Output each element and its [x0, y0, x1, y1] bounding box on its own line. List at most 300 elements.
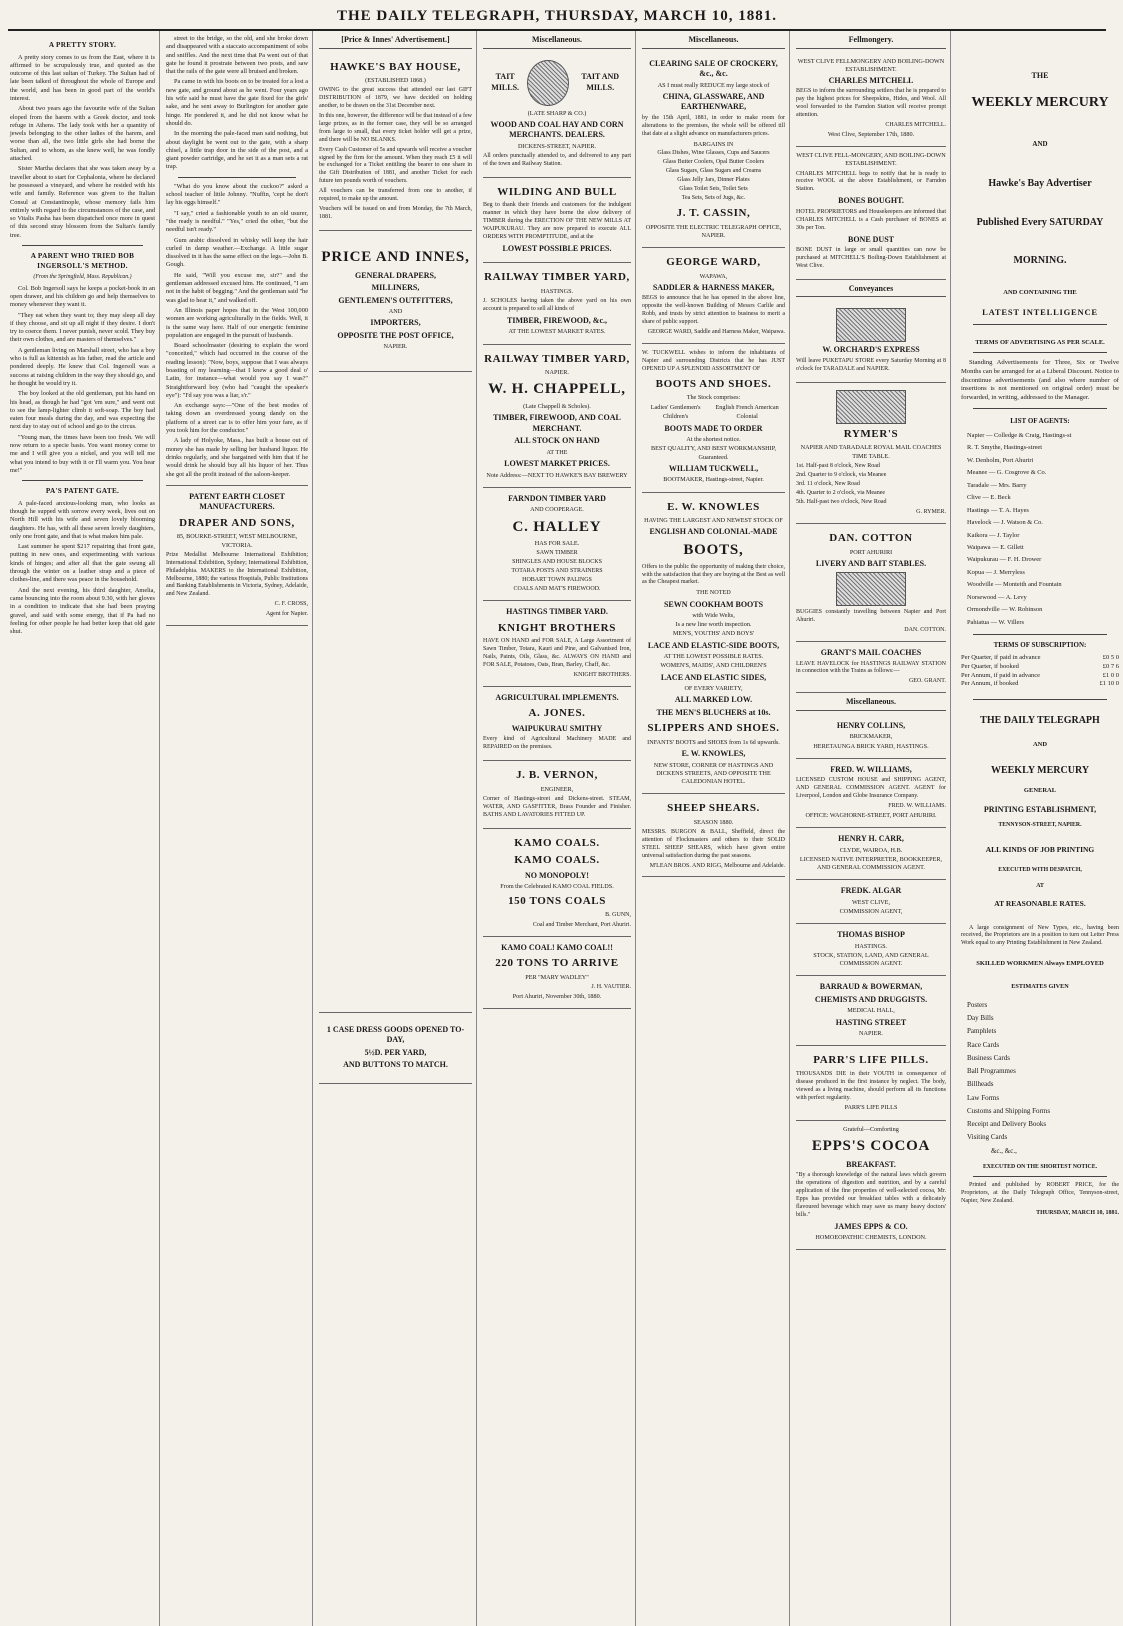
ad-line: 220 TONS TO ARRIVE — [495, 957, 619, 970]
ad-text: OWING to the great success that attended our last GIFT DISTRIBUTION of 1879, we have decided on holding another, to be drawn on the 31st December next. — [319, 87, 472, 110]
ad-title: BONE DUST — [847, 234, 894, 244]
ad-line: LOWEST POSSIBLE PRICES. — [502, 243, 612, 253]
ad-line: BRICKMAKER, — [849, 733, 893, 741]
printing-item: Receipt and Delivery Books — [967, 1120, 1047, 1129]
ad-line: BARGAINS IN — [693, 140, 734, 148]
ad-line: TIMBER, FIREWOOD, AND COAL MERCHANT. — [493, 413, 621, 433]
ad-address: OFFICE: WAGHORNE-STREET, PORT AHURIRI. — [805, 811, 937, 819]
dt-executed: EXECUTED WITH DESPATCH, — [998, 867, 1082, 874]
ad-header-row — [483, 57, 631, 109]
ad-address: HASTING STREET — [835, 1017, 907, 1027]
ad-line: (LATE SHARP & CO.) — [527, 109, 587, 117]
ad-title: PATENT EARTH CLOSET MANUFACTURERS. — [189, 491, 285, 512]
agent-item: Woodville — Monteith and Fountain — [967, 581, 1062, 589]
ad-name: DAN. COTTON — [829, 532, 913, 545]
ad-text: In this one, however, the difference will be that instead of a few large prizes, as in the former case, they will be so arranged from large to small, that every ticket holder will get a prize, and there will be NO BLANKS. — [319, 112, 472, 143]
ad-line: NAPIER. — [859, 1030, 883, 1038]
story-paragraph: And the next evening, his third daughter, Amelia, came bouncing into the room about 9.30, with her gloves in a condition to indicate that she had been praying gravel, and said with some energy, that if Pa had no feeling for other people he had better keep that old gate shut. — [10, 586, 155, 636]
ad-line: HAVING THE LARGEST AND NEWEST STOCK OF — [644, 517, 783, 525]
list-item: 4th. Quarter to 2 o'clock, via Meanee — [796, 489, 886, 496]
dt-skilled: SKILLED WORKMEN Always EMPLOYED — [976, 960, 1104, 968]
ad-line: WAPAWA, — [699, 272, 728, 280]
ad-line: GENTLEMEN'S OUTFITTERS, — [338, 295, 453, 305]
list-item: SHINGLES AND HOUSE BLOCKS — [512, 559, 602, 566]
dt-address: TENNYSON-STREET, NAPIER. — [998, 821, 1082, 828]
ad-thomas-bishop — [796, 924, 946, 976]
ad-line: HASTINGS. — [854, 942, 888, 950]
printing-item: Day Bills — [967, 1014, 994, 1023]
ad-address: CLYDE, WAIROA, H.B. — [839, 846, 903, 854]
ad-parrs-life-pills — [796, 1046, 946, 1120]
list-item: Glass Dishes, Wine Glasses, Cups and Saucers — [657, 150, 770, 157]
subscription-row — [961, 654, 1119, 663]
dt-printing: PRINTING ESTABLISHMENT, — [983, 805, 1097, 815]
list-item: Glass Butter Coolers, Opal Butter Coolers — [662, 159, 765, 166]
ad-line: MILLINERS, — [371, 283, 420, 293]
dt-title: THE DAILY TELEGRAPH — [980, 714, 1100, 726]
story-paragraph: street to the bridge, so the old, and she broke down and disappeared with a staccato accompaniment of sobs and sniffles. And the next time that Pa went out of that gate he found it prostrate between two posts, and saw that the rails of the gate were all bruised and broken. — [166, 35, 308, 76]
ad-grants-mail-coaches — [796, 642, 946, 693]
ad-name: HENRY COLLINS, — [836, 720, 906, 730]
coach-icon — [836, 308, 906, 342]
printing-item: Pamphlets — [967, 1027, 997, 1036]
ad-title: TAIT MILLS. — [491, 72, 520, 92]
masthead: THE DAILY TELEGRAPH, THURSDAY, MARCH 10, 1881. — [8, 6, 1106, 31]
and-label: AND — [1032, 140, 1048, 149]
list-item: 3rd. 11 o'clock, New Road — [796, 480, 860, 487]
list-item: 5th. Half-past two o'clock, New Road — [796, 498, 887, 505]
ad-title: RAILWAY TIMBER YARD, — [484, 271, 630, 284]
column-heading: Miscellaneous. — [483, 35, 631, 49]
story-paragraph: He said, "Will you excuse me, sir?" and the gentleman addressed excused him. He continued, "I am not in the habit of begging." And the gentleman said "he was glad to hear it," and walked off. — [166, 271, 308, 304]
ad-henry-carr — [796, 828, 946, 880]
ad-title: BOOTS AND SHOES. — [655, 377, 772, 390]
sawblade-icon — [527, 60, 569, 106]
subscription-price: £1 0 0 — [1102, 671, 1119, 679]
ad-text: THOUSANDS DIE in their YOUTH in consequence of disease produced in the first instance by neglect. The body, viewed as a living machine, should perform all its functions with perfect regularity. — [796, 1070, 946, 1101]
ad-line: PER "MARY WADLEY" — [525, 973, 589, 981]
subscription-label: Per Quarter, if booked — [961, 663, 1019, 670]
ad-title: CLEARING SALE OF CROCKERY, &c., &c. — [649, 58, 778, 79]
ad-name: W. H. CHAPPELL, — [488, 381, 626, 398]
ad-title: AGRICULTURAL IMPLEMENTS. — [495, 692, 619, 702]
ad-sheep-shears — [642, 794, 785, 877]
list-item: 1st. Half-past 8 o'clock, New Road — [796, 463, 880, 470]
terms-text: Standing Advertisements for Three, Six or Twelve Months can be arranged for at a Liberal Discount. Notice to discontinue advertisements (and also where number of insertions is not mentioned on original order) must be forwarded, in writing, addressed to the Manager. — [961, 359, 1119, 401]
story-paragraph: About two years ago the favourite wife of the Sultan eloped from the harem with a Greek doctor, and took refuge in Athens. The lady took with her a quantity of jewels belonging to the other ladies of the harem, and worse than all, the two little girls she had borne the Sultan, and to whom, as she knew well, he was fondly attached. — [10, 105, 155, 163]
printing-item: Law Forms — [967, 1093, 1000, 1102]
ad-text: W. TUCKWELL wishes to inform the inhabitants of Napier and surrounding Districts that he has JUST OPENED UP A SPLENDID ASSORTMENT OF — [642, 349, 785, 372]
ad-line: 150 TONS COALS — [508, 895, 606, 908]
divider — [973, 408, 1107, 409]
ad-signature: GEO. GRANT. — [908, 678, 946, 685]
hawkes-bay-advertiser: Hawke's Bay Advertiser — [988, 178, 1092, 190]
list-item: Glass Jelly Jars, Dinner Plates — [677, 177, 750, 184]
dt-date: THURSDAY, MARCH 10, 1881. — [1036, 1210, 1119, 1217]
story-paragraph: Sister Martha declares that she was taken away by a traveller about to start for Cephalonia, where he declared he possessed a vineyard, and where he resided with his wife and family. Reference was given to the Italian Consul at Constantinople, whose memory fails him entirely with regard to the circumstances of the case, and so Vitalis Pasha has been dispatched once more in quest of this second stray blossom from the Sultan's family tree. — [10, 165, 155, 239]
ad-line: STOCK, STATION, LAND, AND GENERAL COMMISSION AGENT. — [813, 951, 929, 968]
ad-text: "By a thorough knowledge of the natural laws which govern the operations of digestion and nutrition, and by a careful application of the fine properties of well-selected cocoa, Mr. Epps has provided our breakfast tables with a delicately flavoured beverage which may save us many heavy doctors' bills." — [796, 1172, 946, 1218]
ad-line: LACE AND ELASTIC-SIDE BOOTS, — [647, 640, 780, 650]
ad-signature: FRED. W. WILLIAMS. — [888, 803, 946, 810]
ad-line: English French American Colonial — [715, 404, 779, 420]
ad-line: NAPIER. — [383, 343, 408, 351]
ad-orchard-express — [796, 301, 946, 382]
ad-signature: J. H. VAUTIER. — [591, 983, 631, 990]
agents-title: LIST OF AGENTS: — [1010, 416, 1070, 425]
ad-line: TIME TABLE. — [852, 453, 890, 461]
the-label: THE — [1031, 71, 1049, 80]
ad-line: OF EVERY VARIETY, — [684, 685, 743, 693]
ad-title: W. ORCHARD'S EXPRESS — [822, 345, 920, 355]
latest-intelligence: LATEST INTELLIGENCE — [982, 307, 1098, 318]
printing-item: &c., &c., — [991, 1146, 1017, 1155]
agent-item: Pahiatua — W. Villers — [967, 618, 1025, 626]
ad-name: FREDK. ALGAR — [840, 886, 902, 896]
ad-line: WOMEN'S, MAIDS', AND CHILDREN'S — [660, 662, 767, 670]
ad-title: KAMO COALS. — [514, 854, 600, 867]
ad-dress-goods — [319, 1012, 472, 1084]
ad-text: BUGGIES constantly travelling between Napier and Port Ahuriri. — [796, 609, 946, 624]
ad-signature: KNIGHT BROTHERS. — [573, 671, 631, 678]
column-heading: [Price & Innes' Advertisement.] — [319, 35, 472, 49]
agent-item: Meanee — G. Cosgrove & Co. — [967, 469, 1047, 477]
ad-line: BOOTS MADE TO ORDER — [664, 423, 763, 433]
column-5 — [640, 31, 790, 1626]
ad-line: GENERAL DRAPERS, — [355, 270, 436, 280]
ad-text: Corner of Hastings-street and Dickens-street. STEAM, WATER, AND GASFITTER, Brass Founder and Finisher. BATHS AND LAVATORIES FITTED UP. — [483, 795, 631, 818]
ad-text: Every Cash Customer of 5s and upwards will receive a voucher signed by the firm for the amount. When they reach £5 it will be exchanged for a Ticket entitling the bearer to one share in the Gift Distribution of 1881, and another Ticket for each future ten pounds worth of vouchers. — [319, 146, 472, 185]
ad-text: HOTEL PROPRIETORS and Housekeepers are informed that CHARLES MITCHELL is a Cash purchaser of BONES at 30s per Ton. — [796, 208, 946, 231]
ad-ew-knowles — [642, 493, 785, 795]
ad-text: LICENSED CUSTOM HOUSE and SHIPPING AGENT, AND GENERAL COMMISSION AGENT. AGENT for Liverpool, London and Globe Insurance Company. — [796, 777, 946, 800]
printing-item: Visiting Cards — [967, 1133, 1008, 1142]
list-item: Glass Sugars, Glass Sugars and Creams — [665, 168, 762, 175]
list-item: SAWN TIMBER — [536, 550, 578, 557]
ad-line: NAPIER. — [545, 369, 569, 377]
ad-name: A. JONES. — [528, 707, 586, 720]
agent-item: Kopua — J. Merryless — [967, 568, 1025, 576]
ad-title: WEST CLIVE FELL-MONGERY, AND BOILING-DOWN ESTABLISHMENT. — [796, 152, 946, 168]
ad-signature: CHARLES MITCHELL. — [885, 122, 946, 129]
story-paragraph: A lady of Holyoke, Mass., has built a house out of money she has made by selling her husband liquor. He drinks regularly, and she bargained with him that if he would drink he should buy all his liquor of her. Thus she got all the profit instead of the saloon-keeper. — [166, 437, 308, 478]
ad-kamo-coals — [483, 829, 631, 937]
ad-fred-williams — [796, 759, 946, 828]
ad-text: CHARLES MITCHELL begs to notify that he is ready to receive WOOL at the above Establishment, or Farndon Station. — [796, 170, 946, 193]
ad-patent-earth-closet — [166, 485, 308, 626]
agent-item: R. T. Smythe, Hastings-street — [967, 444, 1043, 452]
printing-item: Billheads — [967, 1080, 994, 1089]
ad-line: AND COOPERAGE. — [530, 506, 584, 514]
agent-item: Waipawa — E. Gillett — [967, 544, 1024, 552]
subscription-price: £0 5 0 — [1102, 654, 1119, 662]
dt-all-kinds: ALL KINDS OF JOB PRINTING — [985, 845, 1095, 855]
subscription-row — [961, 663, 1119, 672]
dt-weekly-mercury: WEEKLY MERCURY — [990, 764, 1090, 776]
ad-text: Beg to thank their friends and customers for the indulgent manner in which they have borne the slow delivery of TIMBER during the ERECTION OF THE NEW MILLS AT WAIPUKURAU. They are now prepared to execute ALL ORDERS WITH PROMPTITUDE, and at the — [483, 202, 631, 240]
ad-line: AND — [388, 308, 403, 316]
story-paragraph: Gum arabic dissolved in whisky will keep the hair curled in damp weather.—Exchange. A little sugar dissolved in it has the same effect on the legs.—John B. Gough. — [166, 236, 308, 269]
ad-title: TAIT AND MILLS. — [581, 72, 620, 92]
ad-line: ENGLISH AND COLONIAL-MADE — [649, 527, 778, 537]
ad-line: COMMISSION AGENT, — [839, 907, 903, 915]
agent-item: Clive — E. Beck — [967, 494, 1011, 502]
ad-line: PARR'S LIFE PILLS — [844, 1104, 898, 1112]
ad-line: The Stock comprises: — [686, 394, 741, 402]
item-list — [796, 463, 946, 508]
ad-address: NEW STORE, CORNER OF HASTINGS AND DICKENS STREETS, AND OPPOSITE THE CALEDONIAN HOTEL. — [653, 761, 774, 786]
story-paragraph: An Illinois paper hopes that in the West 100,000 women are working agriculturally in the fields. Well, it is the same way here. Half of our energetic feminine population are engaged in the pursuit of husbands. — [166, 306, 308, 339]
ad-line: Grateful—Comforting — [843, 1125, 899, 1133]
divider — [22, 245, 143, 246]
ad-line: BEST QUALITY, AND BEST WORKMANSHIP, Guaranteed. — [650, 445, 777, 461]
ad-line: CHINA, GLASSWARE, AND EARTHENWARE, — [662, 91, 765, 112]
ad-farndon-timber-yard — [483, 488, 631, 601]
ad-agricultural-implements — [483, 687, 631, 761]
ad-line: BREAKFAST. — [846, 1159, 896, 1169]
ad-title: 1 CASE DRESS GOODS OPENED TO-DAY, — [326, 1024, 465, 1045]
ad-line: WAIPUKURAU SMITHY — [511, 723, 603, 733]
ad-title: GRANT'S MAIL COACHES — [820, 648, 922, 658]
dt-printed: Printed and published by ROBERT PRICE, for the Proprietors, at the Daily Telegraph Office, Tennyson-street, Napier, New Zealand. — [961, 1182, 1119, 1205]
ad-signature: B. GUNN, — [605, 911, 631, 918]
ad-line: SLIPPERS AND SHOES. — [647, 722, 780, 735]
ad-line: with Wide Welts, — [692, 612, 735, 620]
list-item: COALS AND MAT'S FIREWOOD. — [513, 585, 601, 592]
ad-line: WOOD AND COAL HAY AND CORN MERCHANTS. DEALERS. — [490, 119, 624, 140]
story-title: A PRETTY STORY. — [48, 41, 117, 49]
ad-line: ALL STOCK ON HAND — [514, 436, 600, 446]
ad-text: J. SCHOLES having taken the above yard on his own account is prepared to sell all kinds of — [483, 298, 631, 313]
agent-item: Waipukurau — F. H. Drower — [967, 556, 1042, 564]
ad-title: HASTINGS TIMBER YARD. — [506, 607, 608, 617]
ad-signature: M'LEAN BROS. AND RIGG, Melbourne and Adelaide. — [649, 862, 785, 869]
column-1 — [8, 31, 160, 1626]
ad-line: PORT AHURIRI — [849, 548, 893, 556]
agent-item: Norsewood — A. Levy — [967, 593, 1027, 601]
ad-west-clive-fellmongery — [796, 53, 946, 148]
ad-row — [642, 403, 785, 421]
dt-reasonable: AT REASONABLE RATES. — [994, 898, 1086, 908]
column-2 — [164, 31, 313, 1626]
subscription-label: Per Quarter, if paid in advance — [961, 654, 1041, 662]
subscription-price: £0 7 6 — [1102, 663, 1119, 670]
story-paragraph: "Young man, the times have been too fresh. We will now return to a specie basis. You want money come to me and I will give you a nickel, and you will tell me what you intend to buy with it or I'll warm you. You hear me!" — [10, 433, 155, 474]
ad-name: KNIGHT BROTHERS — [498, 621, 616, 634]
blank-space — [319, 372, 472, 1012]
divider — [973, 699, 1107, 700]
divider — [178, 177, 296, 178]
ad-line: HASTINGS. — [540, 287, 574, 295]
ad-line: DICKENS-STREET, NAPIER. — [517, 142, 597, 150]
ad-line: ENGINEER, — [540, 785, 574, 793]
ad-dan-cotton — [796, 524, 946, 642]
ad-name: BARRAUD & BOWERMAN, — [819, 982, 923, 992]
divider — [973, 1176, 1107, 1177]
published-line: Published Every SATURDAY — [976, 217, 1104, 229]
ad-title: FARNDON TIMBER YARD — [508, 493, 606, 503]
ad-line: AND BUTTONS TO MATCH. — [343, 1060, 448, 1070]
ad-line: HAS FOR SALE. — [534, 540, 580, 548]
ad-line: MEN'S, YOUTHS' AND BOYS' — [672, 630, 755, 638]
agents-list — [961, 430, 1119, 629]
ad-name: CHARLES MITCHELL — [828, 75, 914, 85]
ad-epps-cocoa — [796, 1121, 946, 1251]
columns — [8, 31, 1119, 1626]
ad-rymers-coaches — [796, 383, 946, 524]
ad-line: SEWN COOKHAM BOOTS — [663, 599, 764, 609]
printing-item: Ball Programmes — [967, 1067, 1016, 1076]
ad-text: BEGS to inform the surrounding settlers that he is prepared to pay the highest prices for Sheepskins, Hides, and Wool. All wool forwarded to the Farndon Station will receive prompt attention. — [796, 88, 946, 119]
ad-price: 5½D. PER YARD, — [364, 1047, 427, 1057]
ad-line: HOMOEOPATHIC CHEMISTS, LONDON. — [815, 1234, 927, 1242]
printing-item: Customs and Shipping Forms — [967, 1106, 1051, 1115]
ad-address: BOOTMAKER, Hastings-street, Napier. — [663, 476, 764, 484]
ad-line: AS I must really REDUCE my large stock of — [657, 81, 770, 89]
ad-text: MESSRS. BURGON & BALL, Sheffield, direct the attention of Flockmasters and others to their SOLID STEEL SHEEP SHEARS, which have given entire universal satisfaction during the past seasons. — [642, 828, 785, 859]
dt-general: GENERAL — [1023, 786, 1057, 794]
coach-icon — [836, 390, 906, 424]
agent-item: Havelock — J. Watson & Co. — [967, 519, 1043, 527]
item-list — [483, 550, 631, 595]
ad-line: IMPORTERS, — [370, 318, 421, 328]
ad-line: LICENSED NATIVE INTERPRETER, BOOKKEEPER, AND GENERAL COMMISSION AGENT. — [799, 855, 943, 872]
ad-address: 85, BOURKE-STREET, WEST MELBOURNE, VICTORIA. — [176, 533, 298, 549]
ad-name: WILLIAM TUCKWELL, — [668, 463, 759, 473]
subscription-label: Per Annum, if booked — [961, 680, 1019, 688]
column-heading: Fellmongery. — [796, 35, 946, 49]
agent-item: Taradale — Mrs. Barry — [967, 481, 1027, 489]
ad-subtitle: (ESTABLISHED 1868.) — [365, 77, 426, 85]
agent-item: Kaikora — J. Taylor — [967, 531, 1020, 539]
dt-estimates: ESTIMATES GIVEN — [1011, 982, 1069, 990]
column-heading: Miscellaneous. — [642, 35, 785, 49]
ad-line: TIMBER, FIREWOOD, &c., — [507, 315, 607, 325]
ad-line: (Late Chappell & Scholes). — [523, 403, 591, 411]
ad-george-ward — [642, 248, 785, 344]
printing-item: Race Cards — [967, 1040, 1000, 1049]
ad-hawkes-bay-house — [319, 53, 472, 231]
ad-railway-timber-yard-napier — [483, 345, 631, 488]
ad-name: JAMES EPPS & CO. — [834, 1221, 908, 1231]
ad-title: RAILWAY TIMBER YARD, — [484, 352, 630, 365]
ad-signature: Agent for Napier. — [265, 611, 308, 618]
ad-signature: G. RYMER. — [916, 509, 946, 516]
list-item: Tea Sets, Sets of Jugs, &c. — [681, 194, 746, 201]
subscription-row — [961, 680, 1119, 689]
story-paragraph: Col. Bob Ingersoll says he keeps a pocket-book in an open drawer, and his children go and help themselves to money whenever they want it. — [10, 284, 155, 309]
weekly-mercury-title: WEEKLY MERCURY — [971, 94, 1109, 110]
ad-henry-collins — [796, 715, 946, 759]
ad-kamo-coal-arrival — [483, 937, 631, 1009]
ad-line: THE MEN'S BLUCHERS at 10s. — [656, 707, 771, 717]
ad-name: HENRY H. CARR, — [838, 834, 904, 844]
divider — [22, 480, 143, 481]
ad-line: AT THE — [546, 449, 568, 456]
ad-signature: DAN. COTTON. — [904, 627, 946, 634]
ad-title: BOOTS, — [683, 541, 744, 558]
story-paragraph: "I say," cried a fashionable youth to an old usurer, "the ready is needful." "Yes," cried the other, "but the needful isn't ready." — [166, 209, 308, 234]
ad-title: HAWKE'S BAY HOUSE, — [330, 60, 461, 73]
ad-price-and-innes — [319, 231, 472, 372]
dt-note: A large consignment of New Types, etc., having been received, the Proprietors are in a position to turn out Letter Press Work equal to any Printing Establishment in New Zealand. — [961, 924, 1119, 947]
ad-west-clive-boiling-down — [796, 147, 946, 280]
containing-line: AND CONTAINING THE — [1003, 288, 1077, 296]
ad-signature: Coal and Timber Merchant, Port Ahuriri. — [532, 921, 631, 928]
ad-name: FRED. W. WILLIAMS, — [830, 764, 912, 774]
ad-tait-and-mills — [483, 53, 631, 178]
ad-line: AT THE LOWEST MARKET RATES. — [508, 328, 606, 336]
story-paragraph: Last summer he spent $217 repairing that front gate, putting in new ones, and experimenting with various kinds of hinges; and after all that the gate swung all through the winter on a leather strap and a piece of clothes-line, and there was peace in the household. — [10, 543, 155, 584]
divider — [973, 352, 1107, 353]
morning-line: MORNING. — [1013, 254, 1067, 266]
story-paragraph: An exchange says:—"One of the best modes of taking down an overdressed young dandy on the platform of a street car is to offer him your fare, as if you took him for the conductor." — [166, 402, 308, 435]
ad-line: NO MONOPOLY! — [525, 870, 589, 880]
subscription-label: Per Annum, if paid in advance — [961, 671, 1041, 679]
story-paragraph: Board schoolmaster (desiring to explain the word "conceited," which had occurred in the course of the reading lesson): "Now, boys, suppose that I was always boasting of my learning—that I knew a good deal o' Latin, for instance—what would you say I was?" Straightforward boy (who had "caught the speaker's eye"): "I'd say you was a liar, s'r." — [166, 342, 308, 399]
list-item: 2nd. Quarter to 9 o'clock, via Meanee — [796, 472, 887, 479]
ad-text: All vouchers can be transferred from one to another, if required, to make up the amount. — [319, 188, 472, 203]
ad-signature: C. F. CROSS, — [274, 601, 308, 608]
item-list — [642, 150, 785, 203]
ad-signature: GEORGE WARD, Saddle and Harness Maker, Waipawa. — [647, 329, 785, 336]
ad-title: WILDING AND BULL — [497, 185, 617, 198]
ad-text: Prize Medallist Melbourne International Exhibition; International Exhibition, Sydney; International Exhibition, Philadelphia. MAKERS to the International Exhibition, Melbourne, 1880; the various Hospitals, Public Institutions and Banking Establishments in Victoria, Sydney, Adelaide, and New Zealand. — [166, 551, 308, 598]
column-6 — [794, 31, 951, 1626]
story-title: A PARENT WHO TRIED BOB INGERSOLL'S METHOD. — [30, 252, 135, 270]
ad-name: J. T. CASSIN, — [676, 207, 751, 220]
story-paragraph: In the morning the pale-faced man said nothing, but about daylight he went out to the gate, with a sharp chisel, a little trap door in the side of the post, and a giant powder cartridge, and he set it as a man sets a rat trap. — [166, 130, 308, 171]
ad-date: West Clive, September 17th, 1880. — [827, 131, 915, 138]
ad-line: OPPOSITE THE POST OFFICE, — [337, 330, 454, 340]
ad-name: E. W. KNOWLES — [667, 500, 760, 513]
dt-shortest: EXECUTED ON THE SHORTEST NOTICE. — [982, 1163, 1098, 1170]
ad-crockery-sale — [642, 53, 785, 249]
list-item: TOTARA POSTS AND STRAINERS — [511, 567, 603, 574]
ad-title: SHEEP SHEARS. — [667, 802, 760, 815]
story-paragraph: A pale-faced anxious-looking man, who looks as though he supped with sorrow every week, lives out on North Hill with his wife and seven lovely blooming daughters. He has, with all these seven lovely daughters, only one front gate, and that is what makes him pale. — [10, 499, 155, 540]
ad-firm: DRAPER AND SONS, — [179, 516, 295, 529]
printing-list — [961, 999, 1119, 1158]
list-item: HOBART TOWN PALINGS — [522, 576, 592, 583]
ad-title: PRICE AND INNES, — [321, 248, 470, 265]
ad-title: WEST CLIVE FELLMONGERY AND BOILING-DOWN ESTABLISHMENT. — [797, 57, 945, 73]
ad-barraud-bowerman — [796, 976, 946, 1046]
divider — [973, 324, 1107, 325]
ad-line: Ladies' Gentlemen's Children's — [650, 404, 701, 420]
story-paragraph: "They eat when they want to; they may sleep all day if they choose, and sit up all night if they desire. I don't try to coerce them. I never punish, never scold. They buy their own clothes, and are masters of themselves." — [10, 311, 155, 344]
divider — [973, 634, 1107, 635]
ad-wilding-and-bull — [483, 178, 631, 264]
ad-line: LOWEST MARKET PRICES. — [504, 459, 610, 469]
subscription-price: £1 10 0 — [1099, 680, 1119, 688]
ad-text: Vouchers will be issued on and from Monday, the 7th March, 1881. — [319, 205, 472, 220]
dt-and: AND — [1032, 740, 1048, 748]
ad-railway-timber-yard-hastings — [483, 263, 631, 344]
ad-text: Will leave PUKETAPU STORE every Saturday Morning at 8 o'clock for TARADALE and NAPIER. — [796, 357, 946, 372]
subscription-title: TERMS OF SUBSCRIPTION: — [993, 641, 1087, 650]
ad-name: THOMAS BISHOP — [837, 930, 905, 940]
ad-line: SADDLER & HARNESS MAKER, — [652, 282, 775, 292]
ad-name: J. B. VERNON, — [516, 769, 598, 782]
ad-line: From the Celebrated KAMO COAL FIELDS. — [500, 883, 614, 891]
ad-text: All orders punctually attended to, and delivered to any part of the town and Railway Station. — [483, 153, 631, 167]
terms-advertising: TERMS OF ADVERTISING AS PER SCALE. — [975, 338, 1105, 346]
list-item: Glass Toilet Sets, Toilet Sets — [679, 185, 748, 192]
section-heading: Conveyances — [796, 284, 946, 298]
ad-line: MEDICAL HALL, — [847, 1007, 895, 1015]
ad-line: ALL MARKED LOW. — [674, 695, 753, 705]
